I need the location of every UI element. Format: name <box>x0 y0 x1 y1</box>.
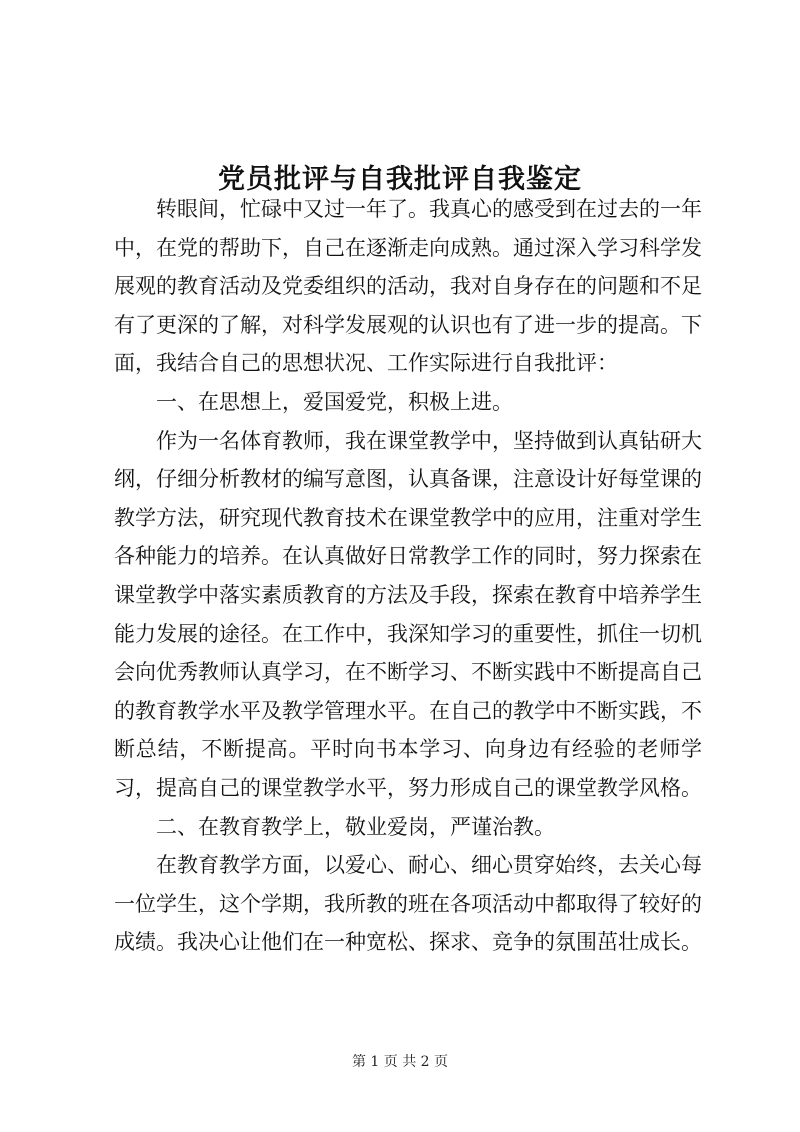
section-heading-2: 二、在教育教学上，敬业爱岗，严谨治教。 <box>156 814 555 839</box>
section-heading-1: 一、在思想上，爱国爱党，积极上进。 <box>156 389 513 414</box>
document-title: 党员批评与自我批评自我鉴定 <box>218 164 582 196</box>
paragraph-section-1: 作为一名体育教师，我在课堂教学中，坚持做到认真钻研大纲，仔细分析教材的编写意图，认真备课，注意设计好每堂课的教学方法，研究现代教育技术在课堂教学中的应用，注重对学生各种能力的培养。在认真做好日常教学工作的同时，努力探索在课堂教学中落实素质教育的方法及手段，探索在教育中培养学生能力发展的途径。在工作中，我深知学习的重要性，抓住一切机会向优秀教师认真学习，在不断学习、不断实践中不断提高自己的教育教学水平及教学管理水平。在自己的教学中不断实践，不断总结，不断提高。平时向书本学习、向身边有经验的老师学习，提高自己的课堂教学水平，努力形成自己的课堂教学风格。 <box>114 428 702 800</box>
paragraph-intro: 转眼间，忙碌中又过一年了。我真心的感受到在过去的一年中，在党的帮助下，自己在逐渐走向成熟。通过深入学习科学发展观的教育活动及党委组织的活动，我对自身存在的问题和不足有了更深的了解，对科学发展观的认识也有了进一步的提高。下面，我结合自己的思想状况、工作实际进行自我批评： <box>114 197 702 376</box>
page-footer: 第 1 页 共 2 页 <box>351 1054 449 1070</box>
paragraph-section-2: 在教育教学方面，以爱心、耐心、细心贯穿始终，去关心每一位学生，这个学期，我所教的班在各项活动中都取得了较好的成绩。我决心让他们在一种宽松、探求、竞争的氛围茁壮成长。 <box>114 853 702 955</box>
document-body <box>114 190 702 962</box>
